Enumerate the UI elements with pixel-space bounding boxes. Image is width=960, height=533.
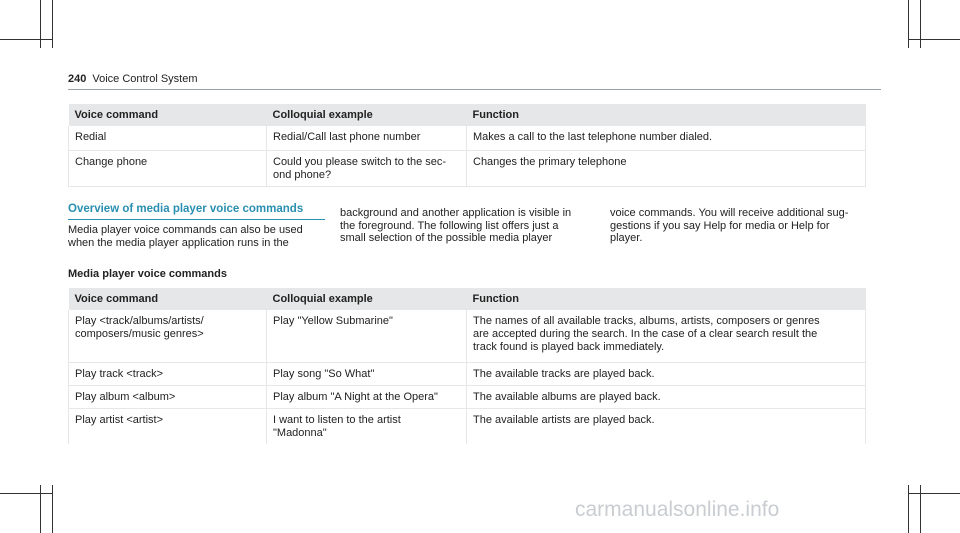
table-row <box>69 385 866 408</box>
body-text-column: Media player voice commands can also be used when the media player application runs in the <box>68 224 303 249</box>
section-title-rule <box>68 219 325 220</box>
table-row <box>69 150 866 186</box>
table-row <box>69 362 866 385</box>
table-cell: Play song "So What" <box>267 362 467 385</box>
column-header: Function <box>467 288 866 310</box>
section-name: Voice Control System <box>92 73 198 85</box>
table-cell: Redial <box>69 126 267 150</box>
section-title: Overview of media player voice commands <box>68 203 304 215</box>
table-cell: The names of all available tracks, albums, artists, composers or genres are accepted during the search. In the case of a clear search result the track found is played back immediately. <box>467 310 866 362</box>
body-text-column: background and another application is visible in the foreground. The following list offers just a small selection of the possible media player <box>340 207 572 244</box>
crop-mark <box>40 0 41 48</box>
subheading: Media player voice commands <box>68 268 227 280</box>
table-row <box>69 126 866 150</box>
column-header: Voice command <box>69 288 267 310</box>
table-cell: The available albums are played back. <box>467 385 866 408</box>
column-header: Colloquial example <box>267 288 467 310</box>
page-number: 240 <box>68 73 87 85</box>
table-header-row <box>69 104 866 126</box>
table-cell: Changes the primary telephone <box>467 150 866 186</box>
table-cell: Makes a call to the last telephone number dialed. <box>467 126 866 150</box>
phone-commands-table <box>68 104 866 187</box>
table-cell: Play "Yellow Submarine" <box>267 310 467 362</box>
table-cell: Redial/Call last phone number <box>267 126 467 150</box>
table-cell: Play track <track> <box>69 362 267 385</box>
table-cell: Play album "A Night at the Opera" <box>267 385 467 408</box>
table-cell: Change phone <box>69 150 267 186</box>
table-row <box>69 310 866 362</box>
table-cell: Play <track/albums/artists/ composers/music genres> <box>69 310 267 362</box>
media-commands-table <box>68 288 866 444</box>
table-cell: Play artist <artist> <box>69 408 267 444</box>
crop-mark <box>52 485 53 533</box>
column-header: Colloquial example <box>267 104 467 126</box>
table-cell: I want to listen to the artist "Madonna" <box>267 408 467 444</box>
body-text-column: voice commands. You will receive additional sug- gestions if you say Help for media or Help for player. <box>610 207 849 244</box>
column-header: Function <box>467 104 866 126</box>
crop-mark <box>0 493 52 494</box>
page-header <box>68 73 198 85</box>
table-cell: The available tracks are played back. <box>467 362 866 385</box>
table-cell: Play album <album> <box>69 385 267 408</box>
crop-mark <box>920 0 921 48</box>
crop-mark <box>52 0 53 48</box>
header-rule <box>68 89 881 90</box>
crop-mark <box>0 39 52 40</box>
column-header: Voice command <box>69 104 267 126</box>
table-cell: Could you please switch to the sec- ond phone? <box>267 150 467 186</box>
table-row <box>69 408 866 444</box>
crop-mark <box>908 0 909 48</box>
crop-mark <box>908 493 960 494</box>
table-header-row <box>69 288 866 310</box>
watermark: carmanualsonline.info <box>575 498 780 521</box>
table-cell: The available artists are played back. <box>467 408 866 444</box>
crop-mark <box>908 39 960 40</box>
